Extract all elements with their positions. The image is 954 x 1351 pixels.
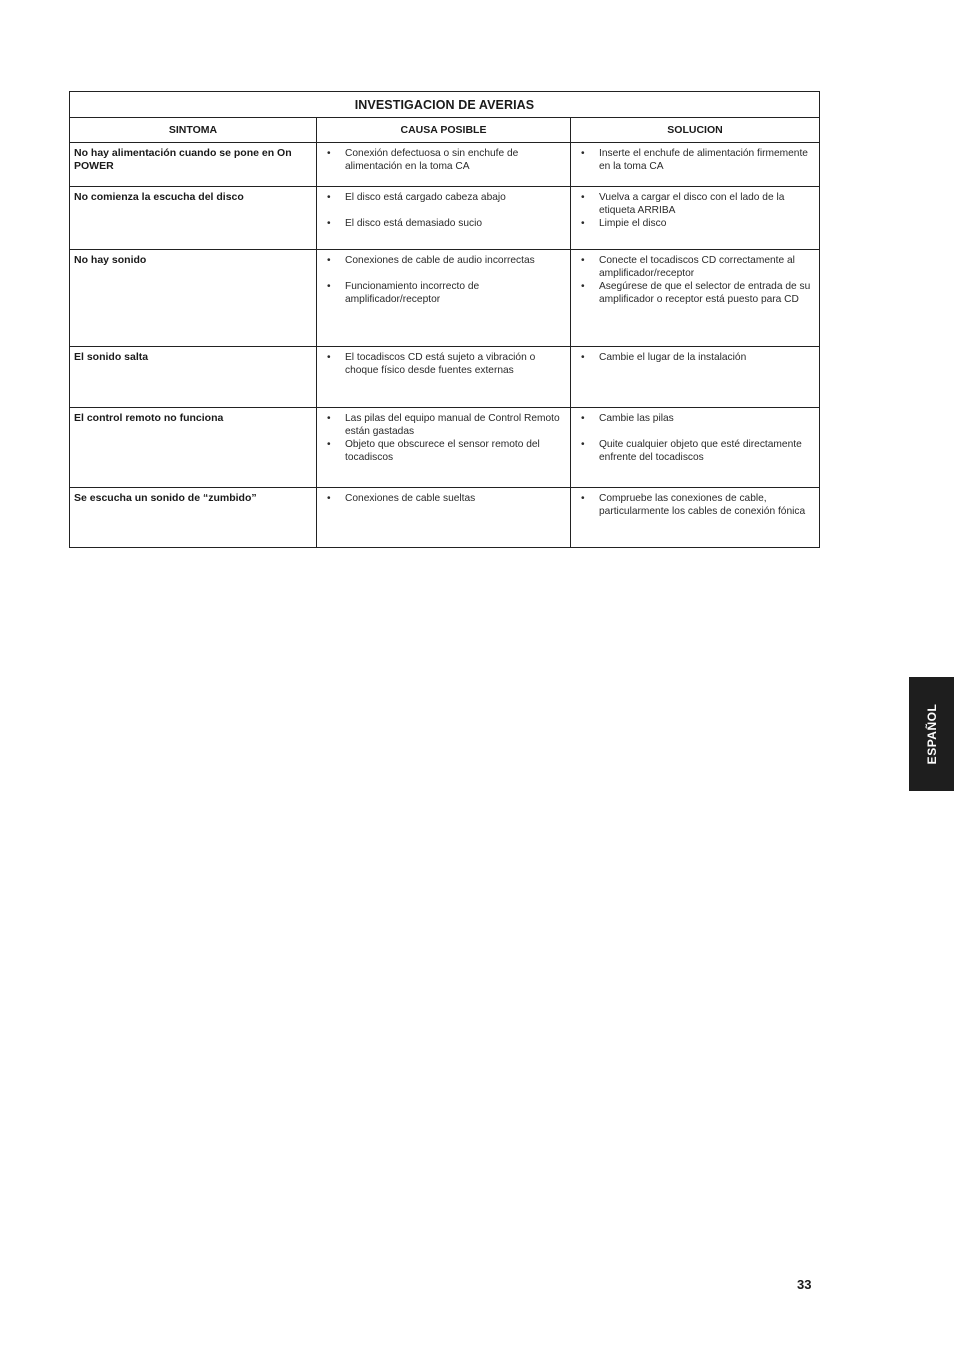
symptom-cell: El control remoto no funciona — [70, 408, 317, 488]
solution-cell — [571, 143, 820, 187]
solution-cell — [571, 408, 820, 488]
cause-cell — [317, 187, 571, 250]
cause-item: • Conexiones de cable de audio incorrectas — [327, 254, 562, 267]
solution-cell — [571, 347, 820, 408]
cause-cell — [317, 347, 571, 408]
table-row — [70, 187, 820, 250]
cause-item: • El tocadiscos CD está sujeto a vibración o choque físico desde fuentes externas — [327, 351, 562, 377]
cause-cell — [317, 488, 571, 548]
header-sintoma: SINTOMA — [70, 118, 317, 143]
table-row — [70, 408, 820, 488]
troubleshooting-table — [69, 91, 820, 548]
header-causa-posible: CAUSA POSIBLE — [317, 118, 571, 143]
solution-item: • Quite cualquier objeto que esté directamente enfrente del tocadiscos — [581, 438, 811, 464]
cause-item: • El disco está demasiado sucio — [327, 217, 562, 230]
table-row — [70, 143, 820, 187]
symptom-cell: No hay sonido — [70, 250, 317, 347]
symptom-cell: Se escucha un sonido de “zumbido” — [70, 488, 317, 548]
solution-cell — [571, 488, 820, 548]
page-number: 33 — [797, 1277, 812, 1292]
cause-cell — [317, 250, 571, 347]
symptom-cell: El sonido salta — [70, 347, 317, 408]
table-row — [70, 347, 820, 408]
solution-item: • Cambie las pilas — [581, 412, 811, 425]
table-row — [70, 250, 820, 347]
language-side-tab — [909, 677, 954, 791]
cause-cell — [317, 143, 571, 187]
language-tab-label: ESPAÑOL — [924, 703, 939, 765]
table-row — [70, 488, 820, 548]
symptom-cell: No comienza la escucha del disco — [70, 187, 317, 250]
header-solucion: SOLUCION — [571, 118, 820, 143]
cause-item: • El disco está cargado cabeza abajo — [327, 191, 562, 204]
solution-item: • Asegúrese de que el selector de entrada de su amplificador o receptor está puesto para CD — [581, 280, 811, 306]
solution-item: • Vuelva a cargar el disco con el lado de la etiqueta ARRIBA — [581, 191, 811, 217]
cause-item: • Funcionamiento incorrecto de amplificador/receptor — [327, 280, 562, 306]
solution-item: • Conecte el tocadiscos CD correctamente al amplificador/receptor — [581, 254, 811, 280]
solution-item: • Limpie el disco — [581, 217, 811, 230]
cause-item: • Conexión defectuosa o sin enchufe de alimentación en la toma CA — [327, 147, 562, 173]
symptom-cell: No hay alimentación cuando se pone en On POWER — [70, 143, 317, 187]
table-title: INVESTIGACION DE AVERIAS — [70, 92, 820, 118]
solution-item: • Compruebe las conexiones de cable, particularmente los cables de conexión fónica — [581, 492, 811, 518]
cause-item: • Las pilas del equipo manual de Control Remoto están gastadas — [327, 412, 562, 438]
solution-cell — [571, 187, 820, 250]
solution-item: • Cambie el lugar de la instalación — [581, 351, 811, 364]
solution-cell — [571, 250, 820, 347]
cause-cell — [317, 408, 571, 488]
solution-item: • Inserte el enchufe de alimentación firmemente en la toma CA — [581, 147, 811, 173]
cause-item: • Objeto que obscurece el sensor remoto del tocadiscos — [327, 438, 562, 464]
cause-item: • Conexiones de cable sueltas — [327, 492, 562, 505]
